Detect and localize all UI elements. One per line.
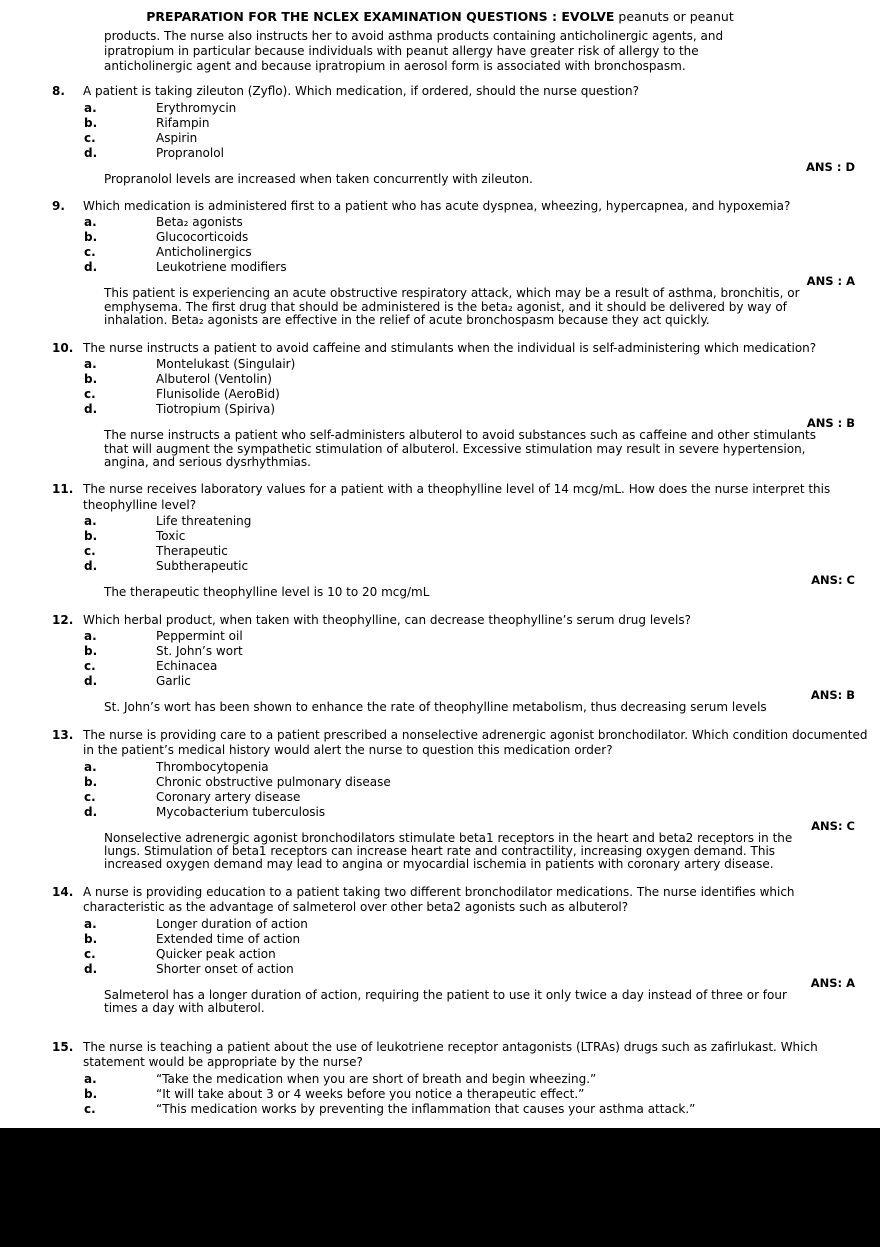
option-row xyxy=(84,629,874,644)
option-text: Anticholinergics xyxy=(156,245,252,260)
option-text: Peppermint oil xyxy=(156,629,243,644)
option-text: Coronary artery disease xyxy=(156,789,301,804)
options-list xyxy=(52,917,874,977)
option-letter: b. xyxy=(84,1086,98,1101)
option-text: St. John’s wort xyxy=(156,644,243,659)
question-number: 14. xyxy=(52,884,74,899)
question-block xyxy=(52,199,874,328)
rationale-text: St. John’s wort has been shown to enhance the rate of theophylline metabolism, thus decreasing serum levels xyxy=(104,700,767,715)
answer-label: ANS : B xyxy=(806,416,855,431)
option-row xyxy=(84,805,874,820)
option-letter: a. xyxy=(84,514,97,529)
option-text: Beta₂ agonists xyxy=(156,215,243,230)
option-text: “Take the medication when you are short of breath and begin wheezing.” xyxy=(156,1071,597,1086)
option-row xyxy=(84,230,874,245)
option-row xyxy=(84,146,874,161)
options-list xyxy=(52,760,874,820)
option-letter: c. xyxy=(84,245,96,260)
option-letter: a. xyxy=(84,759,97,774)
question-text: The nurse is providing care to a patient prescribed a nonselective adrenergic agonist bronchodilator. Which condition documented in the patient’s medical history would alert the nurse to question this medication order? xyxy=(83,727,868,758)
option-text: Shorter onset of action xyxy=(156,961,294,976)
question-text: Which medication is administered first to a patient who has acute dyspnea, wheezing, hypercapnea, and hypoxemia? xyxy=(83,198,791,213)
option-row xyxy=(84,559,874,574)
page-title-tail: peanuts or peanut xyxy=(614,9,734,24)
question-text: The nurse receives laboratory values for a patient with a theophylline level of 14 mcg/mL. How does the nurse interpret this theophylline level? xyxy=(83,482,831,512)
option-row xyxy=(84,245,874,260)
options-list xyxy=(52,629,874,689)
option-text: Quicker peak action xyxy=(156,946,276,961)
option-row xyxy=(84,760,874,775)
answer-label: ANS: C xyxy=(811,573,855,588)
option-row xyxy=(84,529,874,544)
option-text: Flunisolide (AeroBid) xyxy=(156,387,280,402)
option-row xyxy=(84,514,874,529)
option-letter: a. xyxy=(84,629,97,644)
option-letter: c. xyxy=(84,946,96,961)
questions-list xyxy=(0,84,880,1117)
option-row xyxy=(84,357,874,372)
option-row xyxy=(84,215,874,230)
option-row xyxy=(84,917,874,932)
option-text: “This medication works by preventing the inflammation that causes your asthma attack.” xyxy=(156,1101,696,1116)
question-text: A nurse is providing education to a patient taking two different bronchodilator medications. The nurse identifies which characteristic as the advantage of salmeterol over other beta2 agonists such as albuterol? xyxy=(83,884,795,915)
answer-label: ANS: A xyxy=(810,975,855,990)
option-letter: d. xyxy=(84,804,98,819)
option-row xyxy=(84,372,874,387)
option-letter: c. xyxy=(84,789,96,804)
option-letter: b. xyxy=(84,644,98,659)
page-title xyxy=(0,0,880,25)
question-block xyxy=(52,1040,874,1117)
rationale-text: Salmeterol has a longer duration of action, requiring the patient to use it only twice a day instead of three or four times a day with albuterol. xyxy=(104,987,787,1016)
option-row xyxy=(84,674,874,689)
rationale-text: Propranolol levels are increased when taken concurrently with zileuton. xyxy=(104,171,533,186)
option-letter: d. xyxy=(84,260,98,275)
page-footer-bar xyxy=(0,1128,880,1247)
option-letter: d. xyxy=(84,961,98,976)
option-text: Toxic xyxy=(156,529,186,544)
question-block xyxy=(52,728,874,872)
question-block xyxy=(52,885,874,1016)
option-row xyxy=(84,1102,874,1117)
option-row xyxy=(84,544,874,559)
option-letter: c. xyxy=(84,130,96,145)
option-text: Propranolol xyxy=(156,145,224,160)
question-number: 11. xyxy=(52,482,74,497)
question-text: A patient is taking zileuton (Zyflo). Which medication, if ordered, should the nurse question? xyxy=(83,84,639,98)
question-text: The nurse is teaching a patient about the use of leukotriene receptor antagonists (LTRAs) drugs such as zafirlukast. Which statement would be appropriate by the nurse? xyxy=(83,1039,818,1070)
option-letter: c. xyxy=(84,659,96,674)
option-text: Chronic obstructive pulmonary disease xyxy=(156,774,391,789)
options-list xyxy=(52,514,874,574)
option-row xyxy=(84,402,874,417)
answer-label: ANS: C xyxy=(811,818,855,833)
option-text: Albuterol (Ventolin) xyxy=(156,372,272,387)
option-letter: a. xyxy=(84,916,97,931)
answer-label: ANS : D xyxy=(806,159,855,174)
option-text: Glucocorticoids xyxy=(156,230,249,245)
option-letter: b. xyxy=(84,529,98,544)
option-text: Mycobacterium tuberculosis xyxy=(156,804,326,819)
options-list xyxy=(52,357,874,417)
rationale-text: The therapeutic theophylline level is 10 to 20 mcg/mL xyxy=(104,585,430,600)
option-text: Rifampin xyxy=(156,115,210,130)
option-letter: d. xyxy=(84,559,98,574)
option-letter: c. xyxy=(84,544,96,559)
question-number: 10. xyxy=(52,340,74,355)
option-letter: b. xyxy=(84,372,98,387)
option-row xyxy=(84,932,874,947)
question-number: 9. xyxy=(52,198,65,213)
option-row xyxy=(84,644,874,659)
option-text: Life threatening xyxy=(156,514,252,529)
option-letter: d. xyxy=(84,674,98,689)
option-text: Subtherapeutic xyxy=(156,559,249,574)
option-text: Erythromycin xyxy=(156,100,237,115)
option-row xyxy=(84,962,874,977)
option-letter: b. xyxy=(84,774,98,789)
option-text: Montelukast (Singulair) xyxy=(156,357,296,372)
option-letter: d. xyxy=(84,402,98,417)
option-letter: a. xyxy=(84,1071,97,1086)
option-letter: a. xyxy=(84,357,97,372)
question-text: The nurse instructs a patient to avoid caffeine and stimulants when the individual is self-administering which medication? xyxy=(83,340,817,355)
options-list xyxy=(52,101,874,161)
question-text: Which herbal product, when taken with theophylline, can decrease theophylline’s serum drug levels? xyxy=(83,612,691,627)
rationale-text: Nonselective adrenergic agonist bronchodilators stimulate beta1 receptors in the heart and beta2 receptors in the lungs. Stimulation of beta1 receptors can increase heart rate and contractility, increasing oxygen demand. This increased oxygen demand may lead to angina or myocardial ischemia in patients with coronary artery disease. xyxy=(104,830,793,872)
option-row xyxy=(84,260,874,275)
question-block xyxy=(52,341,874,470)
option-row xyxy=(84,1087,874,1102)
option-letter: b. xyxy=(84,230,98,245)
question-number: 15. xyxy=(52,1039,74,1054)
option-letter: b. xyxy=(84,115,98,130)
options-list xyxy=(52,1072,874,1117)
option-letter: d. xyxy=(84,145,98,160)
answer-label: ANS : A xyxy=(806,274,855,289)
option-text: Extended time of action xyxy=(156,931,301,946)
option-row xyxy=(84,947,874,962)
option-text: “It will take about 3 or 4 weeks before you notice a therapeutic effect.” xyxy=(156,1086,585,1101)
option-row xyxy=(84,387,874,402)
intro-paragraph: products. The nurse also instructs her to avoid asthma products containing anticholinergic agents, and ipratropium in particular because individuals with peanut allergy have greater risk of allergy to the anticholinergic agent and because ipratropium in aerosol form is associated with bronchospasm. xyxy=(104,29,724,73)
options-list xyxy=(52,215,874,275)
option-text: Longer duration of action xyxy=(156,916,308,931)
option-row xyxy=(84,101,874,116)
rationale-text: The nurse instructs a patient who self-administers albuterol to avoid substances such as caffeine and other stimulants that will augment the sympathetic stimulation of albuterol. Excessive stimulation may result in severe hypertension, angina, and serious dysrhythmias. xyxy=(104,428,816,469)
option-text: Echinacea xyxy=(156,659,218,674)
question-number: 8. xyxy=(52,84,65,98)
option-letter: c. xyxy=(84,387,96,402)
option-row xyxy=(84,131,874,146)
question-block xyxy=(52,84,874,186)
option-text: Thrombocytopenia xyxy=(156,759,269,774)
option-row xyxy=(84,775,874,790)
option-row xyxy=(84,116,874,131)
answer-label: ANS: B xyxy=(810,688,855,703)
option-text: Aspirin xyxy=(156,130,198,145)
option-text: Leukotriene modifiers xyxy=(156,260,287,275)
option-row xyxy=(84,790,874,805)
option-text: Therapeutic xyxy=(156,544,228,559)
option-row xyxy=(84,1072,874,1087)
rationale-text: This patient is experiencing an acute obstructive respiratory attack, which may be a result of asthma, bronchitis, or emphysema. The first drug that should be administered is the beta₂ agonist, and it should be delivered by way of inhalation. Beta₂ agonists are effective in the relief of acute bronchospasm because they act quickly. xyxy=(104,286,800,328)
question-block xyxy=(52,613,874,715)
option-letter: c. xyxy=(84,1101,96,1116)
option-letter: a. xyxy=(84,215,97,230)
option-text: Tiotropium (Spiriva) xyxy=(156,402,276,417)
page-title-heading: PREPARATION FOR THE NCLEX EXAMINATION QUESTIONS : EVOLVE xyxy=(146,9,615,24)
question-number: 12. xyxy=(52,612,74,627)
question-number: 13. xyxy=(52,727,74,742)
option-row xyxy=(84,659,874,674)
option-letter: a. xyxy=(84,100,97,115)
option-text: Garlic xyxy=(156,674,191,689)
question-block xyxy=(52,482,874,599)
option-letter: b. xyxy=(84,931,98,946)
